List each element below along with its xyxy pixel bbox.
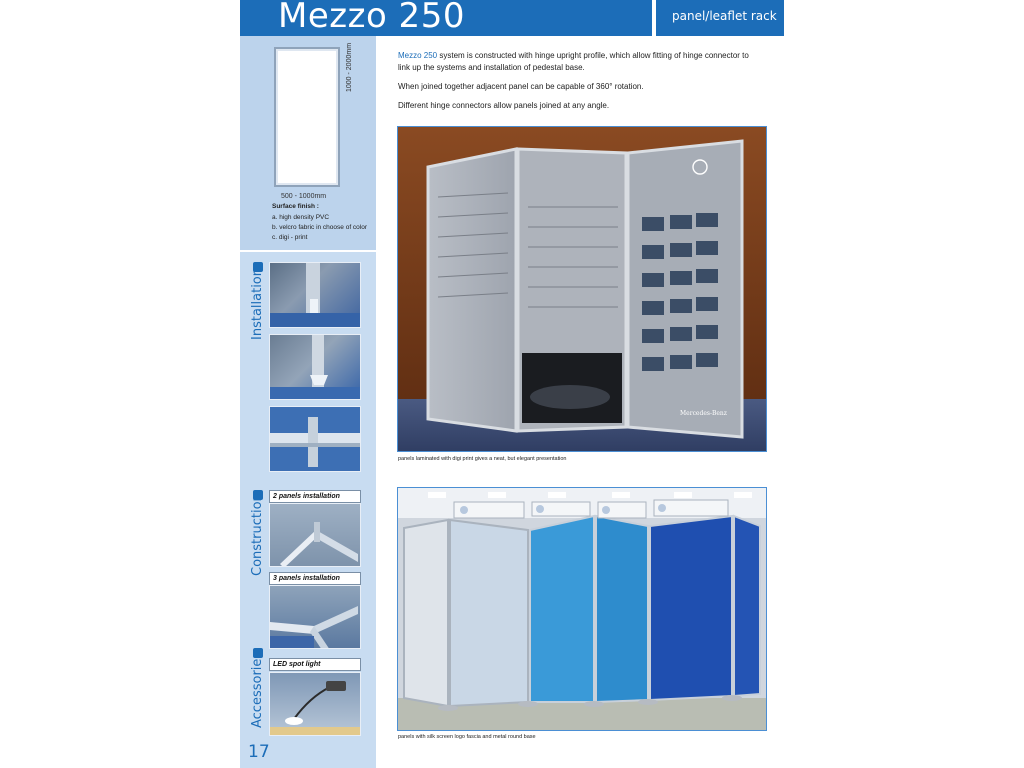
- section-construction: Construction: [250, 493, 265, 576]
- silk-screen-panels-photo: [397, 487, 767, 731]
- construction-photo: [269, 503, 361, 567]
- page-subtitle: panel/leaflet rack: [672, 9, 777, 23]
- page-title: Mezzo 250: [278, 0, 465, 36]
- caption-led: LED spot light: [269, 658, 361, 671]
- installation-photo: [269, 334, 361, 400]
- page-number: 17: [248, 742, 270, 762]
- description-text: system is constructed with hinge upright profile, which allow fitting of hinge connector to link up the systems and installation of pedestal base.: [398, 51, 749, 72]
- caption-2-panels: 2 panels installation: [269, 490, 361, 503]
- rotation-paragraph: When joined together adjacent panel can be capable of 360° rotation.: [398, 82, 644, 91]
- brand-sign: Mercedes-Benz: [680, 410, 727, 417]
- hinge-image: [270, 335, 361, 400]
- panel-diagram: [274, 47, 340, 187]
- two-panel-joint-image: [270, 504, 361, 567]
- installation-photo: [269, 406, 361, 472]
- brand-name: Mezzo 250: [398, 51, 438, 60]
- panel-row-scene: [398, 488, 767, 731]
- finish-item: c. digi - print: [272, 234, 308, 241]
- exhibition-scene: [398, 127, 767, 452]
- hinge-image: [270, 263, 361, 328]
- section-installation: Installation: [250, 267, 265, 340]
- width-dimension: 500 - 1000mm: [281, 193, 327, 200]
- construction-photo: [269, 585, 361, 649]
- header-divider: [652, 0, 656, 36]
- surface-finish-label: Surface finish :: [272, 203, 319, 210]
- photo-caption-1: panels laminated with digi print gives a neat, but elegant presentation: [398, 456, 567, 462]
- led-spotlight-image: [270, 673, 361, 736]
- digi-print-panels-photo: [397, 126, 767, 452]
- hinge-paragraph: Different hinge connectors allow panels joined at any angle.: [398, 101, 610, 110]
- photo-caption-2: panels with silk screen logo fascia and metal round base: [398, 734, 536, 740]
- profile-image: [270, 407, 361, 472]
- led-photo: [269, 672, 361, 736]
- three-panel-joint-image: [270, 586, 361, 649]
- caption-3-panels: 3 panels installation: [269, 572, 361, 585]
- finish-item: b. velcro fabric in choose of color: [272, 224, 368, 231]
- section-accessories: Accessories: [250, 651, 265, 728]
- height-dimension: 1000 - 2000mm: [346, 42, 353, 92]
- installation-photo: [269, 262, 361, 328]
- description-paragraph: [398, 50, 758, 74]
- finish-item: a. high density PVC: [272, 214, 330, 221]
